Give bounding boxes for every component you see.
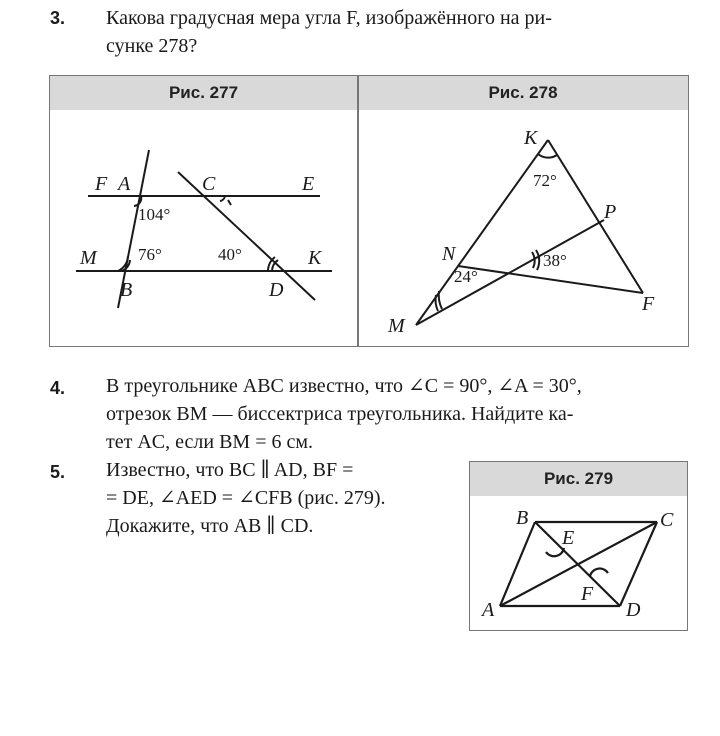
fig277-label-b: B [120,279,133,301]
fig278-angle-72: 72° [533,171,557,190]
fig278-label-m: M [388,315,405,337]
fig277-label-e: E [302,173,315,195]
fig279-arc-f [590,569,608,576]
fig278-label-k: K [524,127,538,149]
problem-5-text [106,456,451,540]
problem-3-line-2: сунке 278? [106,35,198,57]
fig277-label-c: C [202,173,216,195]
fig279-label-f: F [581,583,594,605]
fig278-label-n: N [442,243,456,265]
problem-3-number: 3. [50,8,66,28]
fig279-label-b: B [516,507,529,529]
fig278-line-nf [458,266,643,293]
fig279-side-ab [500,522,535,606]
fig278-arc-72 [538,154,557,158]
problem-4-text [106,372,696,456]
fig278-line-mp [416,220,604,325]
fig279-drawing [470,496,687,630]
fig277-angle-76: 76° [138,245,162,264]
fig278-drawing [358,110,688,346]
fig278-arc-24b [439,291,442,309]
fig278-label-p: P [604,201,617,223]
fig277-label-f: F [95,173,108,195]
problem-4-line-1: В треугольнике ABC известно, что ∠C = 90°, ∠A = 30°, [106,375,582,397]
problem-5-line-3: Докажите, что AB ∥ CD. [106,515,314,537]
fig277-line-cd [178,172,315,300]
fig277-label-d: D [269,279,284,301]
fig279-label-e: E [562,527,575,549]
fig277-angle-104: 104° [138,205,171,224]
problem-5-line-2: = DE, ∠AED = ∠CFB (рис. 279). [106,487,386,509]
fig278-angle-24: 24° [454,267,478,286]
fig278-label-f: F [642,293,655,315]
problem-5-line-1: Известно, что BC ∥ AD, BF = [106,459,354,481]
fig279-label-a: A [482,599,495,621]
problem-4-number: 4. [50,378,66,398]
fig277-angle-40: 40° [218,245,242,264]
fig277-label-m: M [80,247,97,269]
fig278-side-kf [548,140,643,293]
fig279-header: Рис. 279 [470,462,687,496]
problem-4-line-2: отрезок BM — биссектриса треугольника. Найдите ка- [106,403,574,425]
fig278-arc-38b [536,250,539,270]
fig279-label-c: C [660,509,674,531]
fig277-label-k: K [308,247,322,269]
fig278-header: Рис. 278 [358,76,688,110]
fig277-label-a: A [118,173,131,195]
problem-5-number: 5. [50,462,66,482]
problem-3-text [106,4,696,60]
fig278-angle-38: 38° [543,251,567,270]
problem-4-line-3: тет AC, если BM = 6 см. [106,431,314,453]
fig277-header: Рис. 277 [50,76,357,110]
fig279-label-d: D [626,599,641,621]
fig279-line-bd [535,522,620,606]
fig277-drawing [50,110,357,346]
problem-3-line-1: Какова градусная мера угла F, изображённого на ри- [106,7,552,29]
fig279-side-cd [620,522,657,606]
